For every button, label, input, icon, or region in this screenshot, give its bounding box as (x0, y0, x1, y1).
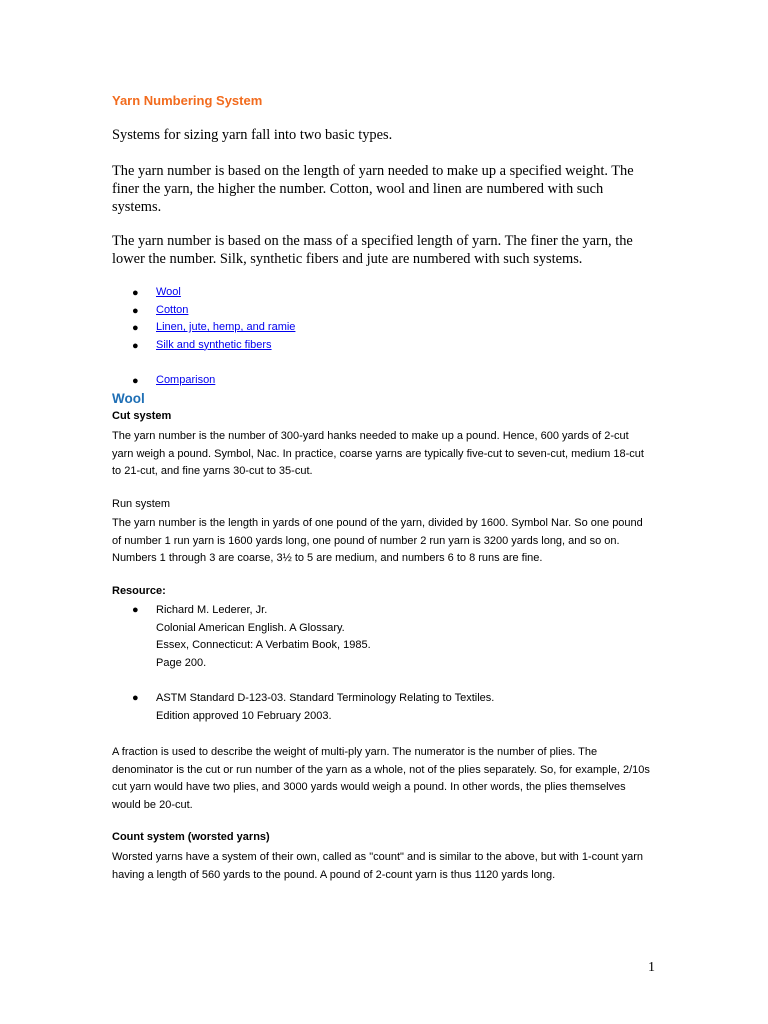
resource-list (112, 602, 371, 672)
resource-line: Edition approved 10 February 2003. (156, 709, 332, 722)
resource-line: Essex, Connecticut: A Verbatim Book, 1985. (156, 639, 371, 651)
bullet-icon: ● (132, 692, 139, 704)
resource-item (112, 690, 494, 725)
mass-based-paragraph: The yarn number is based on the mass of a specified length of yarn. The finer the yarn, the lower the number. Silk, synthetic fibers and jute are numbered with such systems. (112, 233, 633, 267)
section-heading-wool: Wool (112, 391, 145, 406)
resource-line: Page 200. (156, 656, 207, 669)
cut-system-text: The yarn number is the number of 300-yard hanks needed to make up a pound. Hence, 600 yards of 2-cut yarn weigh a pound. Symbol, Nac. In practice, coarse yarns are typically five-cut to seven-cut, medium 18-cut to 21-cut, and fine yarns 30-cut to 35-cut. (112, 430, 644, 477)
resource-line: Colonial American English. A Glossary. (156, 621, 345, 634)
bullet-icon: ● (132, 375, 139, 387)
run-system-text: The yarn number is the length in yards of one pound of the yarn, divided by 1600. Symbol Nar. So one pound of number 1 run yarn is 1600 yards long, one pound of number 2 run yarn is 3200 yards long, and so on. Numbers 1 through 3 are coarse, 3½ to 5 are medium, and numbers 6 to 8 runs are fine. (112, 517, 643, 564)
resource-list (112, 690, 494, 725)
resource-line: Richard M. Lederer, Jr. (156, 604, 268, 616)
resource-line: ASTM Standard D-123-03. Standard Terminology Relating to Textiles. (156, 692, 495, 704)
run-system-heading: Run system (112, 498, 171, 510)
count-system-text: Worsted yarns have a system of their own, called as "count" and is similar to the above, but with 1-count yarn having a length of 560 yards to the pound. A pound of 2-count yarn is thus 1120 yards long. (112, 851, 643, 881)
count-system-heading: Count system (worsted yarns) (112, 831, 270, 843)
fraction-paragraph: A fraction is used to describe the weight of multi-ply yarn. The numerator is the number of plies. The denominator is the cut or run number of the yarn as a whole, not of the plies separately. So, for example, 2/10s cut yarn would have two plies, and 3000 yards would weigh a pound. In other words, the plies themselves would be 20-cut. (112, 746, 650, 811)
toc-link-wool[interactable]: Wool (156, 286, 181, 298)
page-number: 1 (648, 960, 655, 975)
length-based-paragraph: The yarn number is based on the length of yarn needed to make up a specified weight. The finer the yarn, the higher the number. Cotton, wool and linen are numbered with such systems. (112, 163, 634, 215)
toc-link-comparison[interactable]: Comparison (156, 374, 216, 386)
cut-system-heading: Cut system (112, 410, 172, 422)
bullet-icon: ● (132, 322, 139, 334)
bullet-icon: ● (132, 604, 139, 616)
toc-link-cotton[interactable]: Cotton (156, 303, 189, 316)
bullet-icon: ● (132, 304, 139, 317)
resource-heading: Resource: (112, 585, 166, 597)
resource-item (112, 602, 371, 672)
page-title: Yarn Numbering System (112, 93, 263, 108)
bullet-icon: ● (132, 287, 139, 299)
toc-link-linen[interactable]: Linen, jute, hemp, and ramie (156, 321, 296, 333)
intro-paragraph: Systems for sizing yarn fall into two basic types. (112, 127, 393, 143)
toc-link-silk[interactable]: Silk and synthetic fibers (156, 338, 272, 351)
bullet-icon: ● (132, 339, 139, 352)
